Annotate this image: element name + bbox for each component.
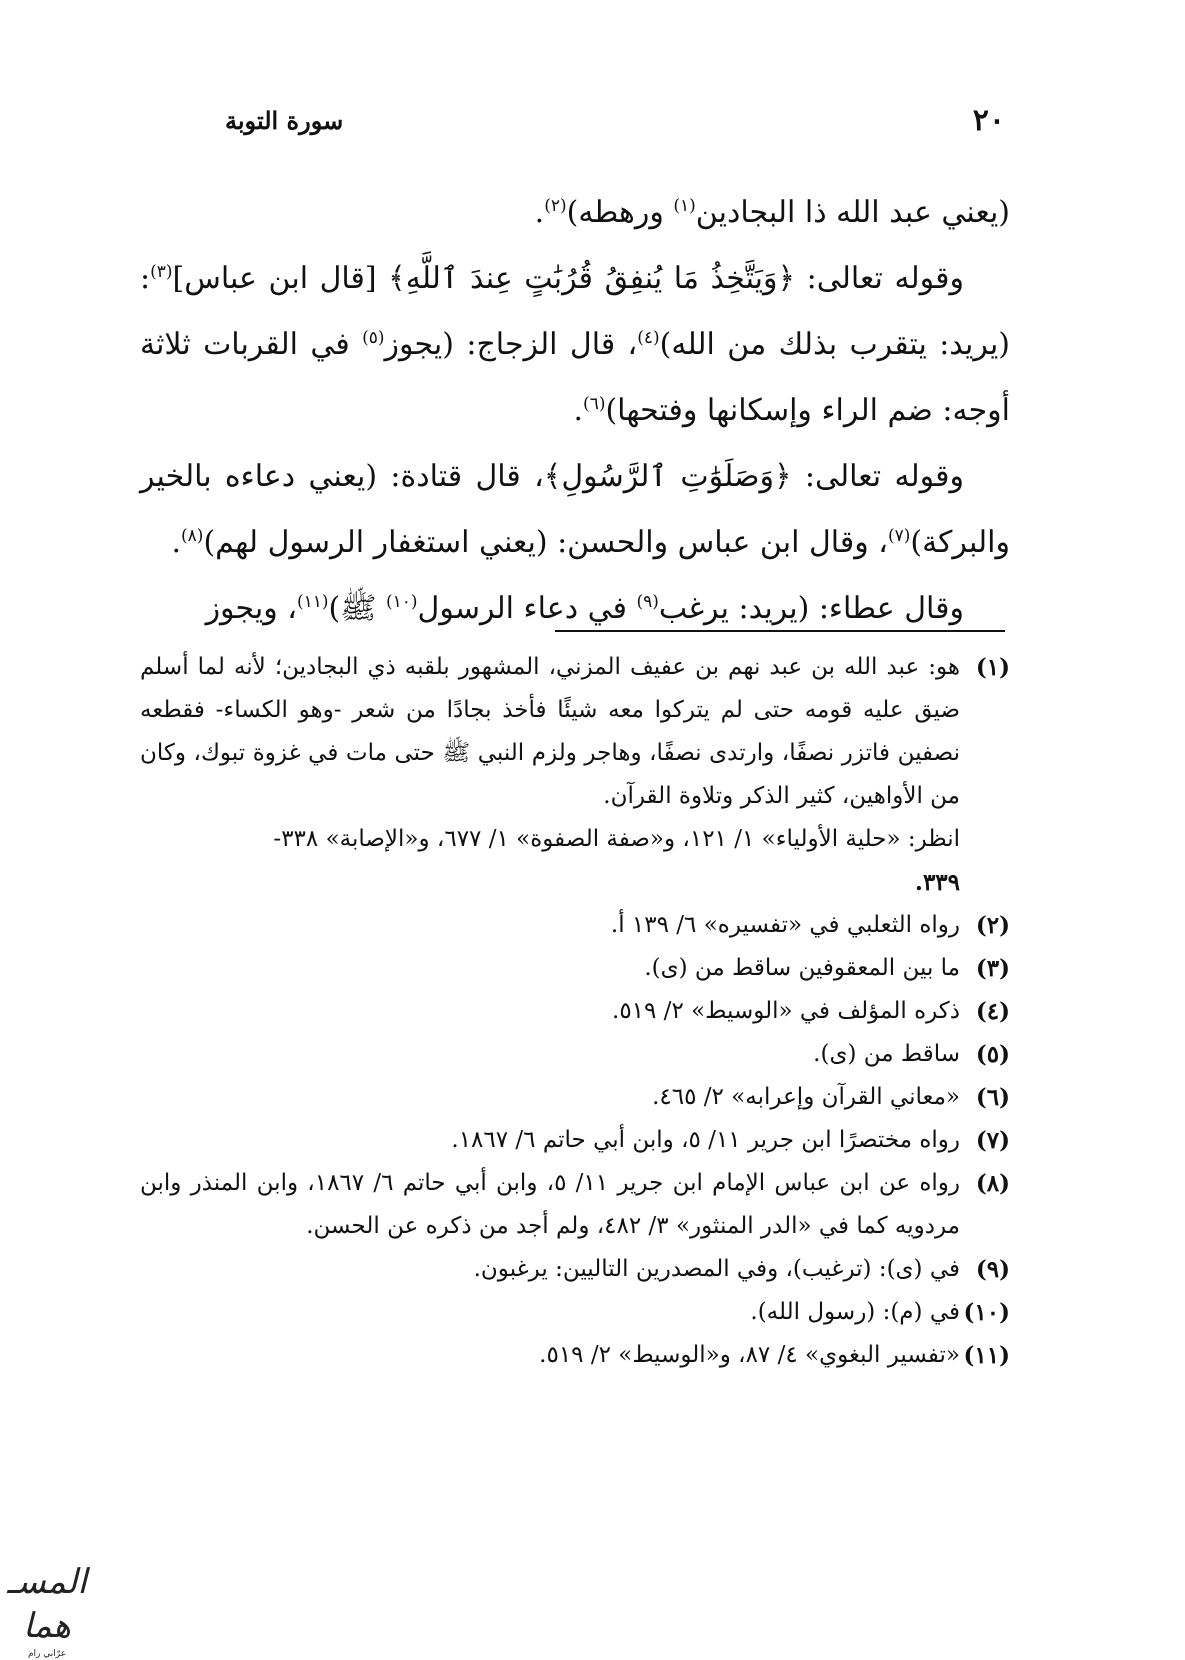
- footnote-9: [140, 1248, 1010, 1291]
- footnote-number: (١١): [963, 1342, 1010, 1369]
- footnote-1-reference-tail: ٣٣٩.: [914, 869, 960, 896]
- footnote-8: [140, 1162, 1010, 1248]
- footnote-ref: (٥): [362, 328, 385, 348]
- page-number: ٢٠: [972, 102, 1005, 138]
- footnote-ref: (٢): [544, 196, 567, 216]
- footnote-text: هو: عبد الله بن عبد نهم بن عفيف المزني، المشهور بلقبه ذي البجادين؛ لأنه لما أسلم ضيق عليه قومه حتى لم يتركوا معه شيئًا فأخذ بجادًا من شعر -وهو الكساء- فقطعه نصفين فاتزر نصفًا، وارتدى نصفًا، وهاجر ولزم النبي ﷺ حتى مات في غزوة تبوك، وكان من الأواهين، كثير الذكر وتلاوة القرآن.: [140, 654, 960, 809]
- footnote-ref: (١٠): [386, 592, 418, 612]
- footnote-3: [140, 947, 1010, 990]
- footnote-ref: (٧): [887, 526, 911, 546]
- footnote-number: (١٠): [963, 1299, 1010, 1326]
- text-run: وقوله تعالى: ﴿وَصَلَوَٰتِ ٱلرَّسُولِ﴾، قال قتادة: (يعني دعاءه بالخير والبركة): [140, 459, 1010, 560]
- page-header: [225, 100, 1005, 140]
- text-run: في دعاء الرسول: [417, 591, 637, 626]
- text-run: ، ويجوز: [205, 591, 297, 626]
- footnote-ref: (٦): [583, 394, 606, 414]
- footnote-number: (٢): [975, 912, 1010, 939]
- footnote-number: (٤): [975, 998, 1010, 1025]
- footnote-text: في (م): (رسول الله).: [750, 1299, 960, 1325]
- text-run: وقال عطاء: (يريد: يرغب: [658, 591, 964, 626]
- logo-subtext: عرّابي رام: [27, 1649, 67, 1659]
- text-run: ، قال الزجاج: (يجوز: [384, 327, 638, 362]
- footnote-text: ساقط من (ى).: [813, 1041, 960, 1067]
- footnote-number: (١): [975, 654, 1010, 681]
- footnote-number: (٨): [975, 1170, 1010, 1197]
- footnote-ref: (٤): [637, 328, 660, 348]
- footnote-divider: [555, 630, 1005, 632]
- text-run: .: [573, 393, 584, 428]
- paragraph-1: [140, 180, 1010, 246]
- surah-title: سورة التوبة: [225, 105, 344, 135]
- footnote-text: ذكره المؤلف في «الوسيط» ٢/ ٥١٩.: [612, 998, 960, 1024]
- footnotes: [140, 646, 1010, 1377]
- footnote-text: رواه الثعلبي في «تفسيره» ٦/ ١٣٩ أ.: [610, 912, 960, 938]
- text-run: ﷺ): [328, 591, 386, 626]
- paragraph-2: [140, 246, 1010, 444]
- text-run: .: [171, 525, 182, 560]
- footnote-number: (٧): [975, 1127, 1010, 1154]
- footnote-number: (٦): [975, 1084, 1010, 1111]
- main-text: [140, 180, 1010, 642]
- text-run: في القربات ثلاثة أوجه: ضم الراء وإسكانها وفتحها): [140, 327, 1010, 428]
- logo-mark: المسـ هما: [7, 1562, 87, 1646]
- footnote-text: «تفسير البغوي» ٤/ ٨٧، و«الوسيط» ٢/ ٥١٩.: [539, 1342, 960, 1368]
- text-run: وقوله تعالى: ﴿وَيَتَّخِذُ مَا يُنفِقُ قُرُبَٰتٍ عِندَ ٱللَّهِ﴾ [قال ابن عباس]: [172, 261, 964, 296]
- text-run: ورهطه): [566, 195, 674, 230]
- footnote-ref: (٨): [181, 526, 204, 546]
- footnote-number: (٣): [975, 955, 1010, 982]
- footnote-text: رواه عن ابن عباس الإمام ابن جرير ١١/ ٥، وابن أبي حاتم ٦/ ١٨٦٧، وابن المنذر وابن مردويه كما في «الدر المنثور» ٣/ ٤٨٢، ولم أجد من ذكره عن الحسن.: [140, 1170, 960, 1239]
- footnote-number: (٩): [975, 1256, 1010, 1283]
- paragraph-3: [140, 444, 1010, 576]
- text-run: ، وقال ابن عباس والحسن: (يعني استغفار الرسول لهم): [203, 525, 888, 560]
- footnote-5: [140, 1033, 1010, 1076]
- footnote-10: [140, 1291, 1010, 1334]
- footnote-number: (٥): [975, 1041, 1010, 1068]
- publisher-logo: [4, 1560, 90, 1659]
- paragraph-4: [140, 576, 1010, 642]
- text-run: (يعني عبد الله ذا البجادين: [695, 195, 1010, 230]
- footnote-2: [140, 904, 1010, 947]
- footnote-4: [140, 990, 1010, 1033]
- footnote-ref: (٣): [150, 262, 173, 282]
- footnote-7: [140, 1119, 1010, 1162]
- footnote-1: [140, 646, 1010, 818]
- footnote-ref: (١): [673, 196, 696, 216]
- footnote-ref: (١١): [296, 592, 329, 612]
- footnote-6: [140, 1076, 1010, 1119]
- footnote-ref: (٩): [636, 592, 659, 612]
- footnote-1-reference: انظر: «حلية الأولياء» ١/ ١٢١، و«صفة الصفوة» ١/ ٦٧٧، و«الإصابة» ٣٣٨-: [273, 826, 960, 852]
- footnote-11: [140, 1334, 1010, 1377]
- footnote-text: رواه مختصرًا ابن جرير ١١/ ٥، وابن أبي حاتم ٦/ ١٨٦٧.: [451, 1127, 960, 1153]
- footnote-text: في (ى): (ترغيب)، وفي المصدرين التاليين: يرغبون.: [473, 1256, 960, 1282]
- footnote-text: «معاني القرآن وإعرابه» ٢/ ٤٦٥.: [652, 1084, 960, 1110]
- text-run: : (يريد: يتقرب بذلك من الله): [140, 261, 1011, 362]
- text-run: .: [534, 195, 545, 230]
- footnote-text: ما بين المعقوفين ساقط من (ى).: [644, 955, 960, 981]
